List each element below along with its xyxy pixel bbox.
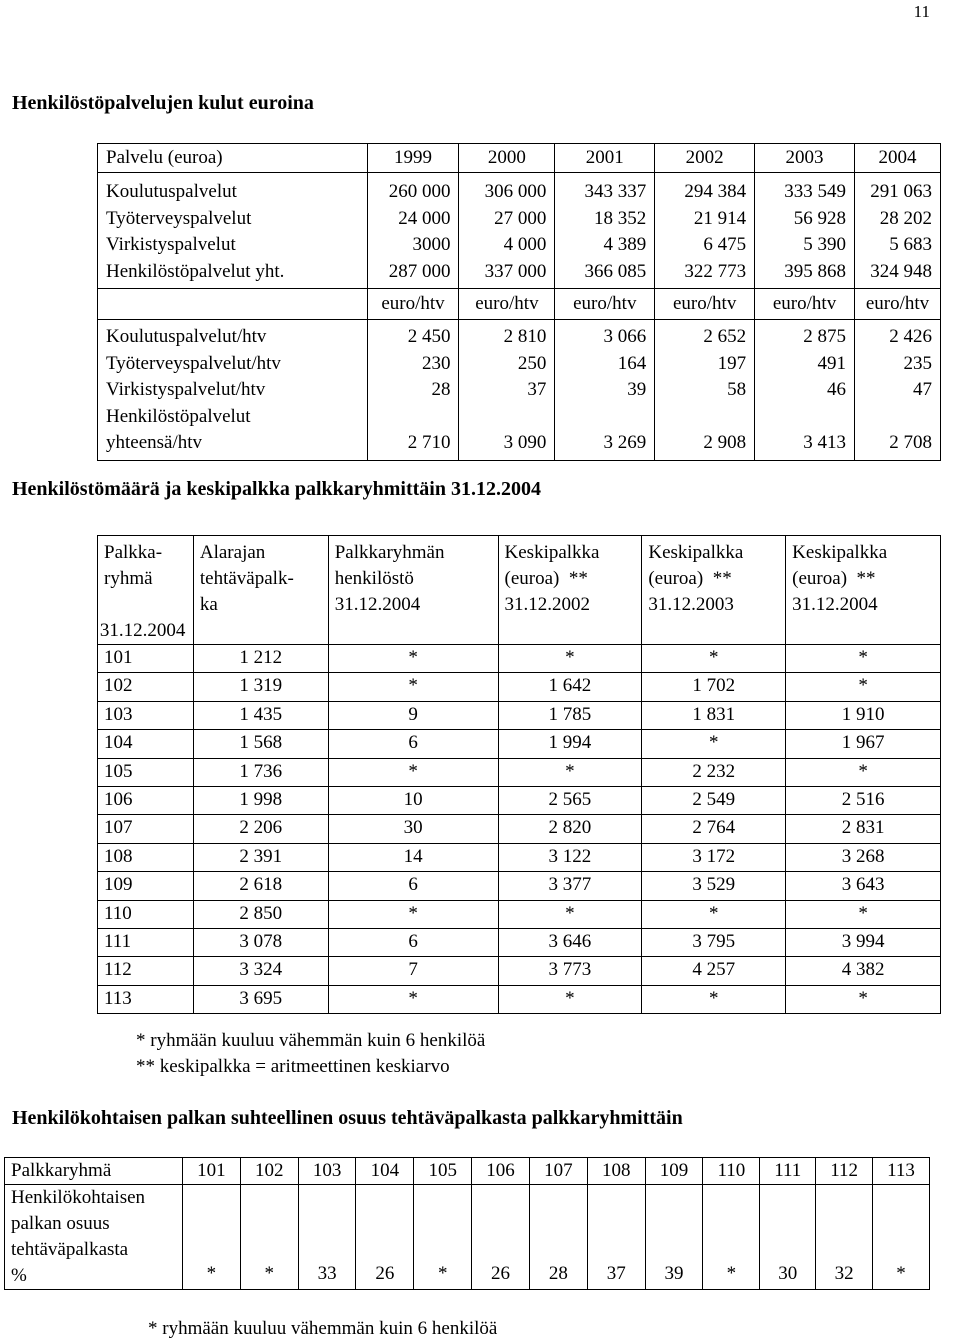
table-cell: * — [328, 645, 498, 673]
footnote-2: ** keskipalkka = aritmeettinen keskiarvo — [136, 1056, 450, 1077]
group-header-108: 108 — [587, 1158, 645, 1185]
value-108: 37 — [587, 1185, 645, 1290]
header-cell — [642, 536, 786, 645]
year-2003-column — [755, 320, 855, 461]
group-header-104: 104 — [356, 1158, 414, 1185]
cell: 3 066 — [603, 326, 647, 347]
group-header-107: 107 — [529, 1158, 587, 1185]
cell: 2 426 — [889, 326, 932, 347]
table-cell: 106 — [98, 786, 194, 814]
cell: 250 — [517, 352, 547, 374]
header-line: 31.12.2004 — [792, 594, 878, 615]
cell: 491 — [817, 352, 846, 374]
unit-cell — [98, 289, 368, 320]
header-cell — [328, 536, 498, 645]
header-line: (euroa) ** — [504, 568, 588, 589]
costs-group — [98, 173, 941, 289]
table-cell: 3 122 — [498, 843, 642, 871]
table-row — [98, 900, 941, 928]
header-line: (euroa) ** — [648, 568, 732, 589]
cell: 366 085 — [584, 260, 647, 282]
table-cell: 3 646 — [498, 928, 642, 956]
table-cell: 3 172 — [642, 843, 786, 871]
spacer — [663, 404, 746, 431]
unit-cell: euro/htv — [755, 289, 855, 320]
table-cell: 3 643 — [786, 872, 941, 900]
cell: 230 — [421, 352, 451, 374]
table-cell: 107 — [98, 815, 194, 843]
group-header-109: 109 — [645, 1158, 703, 1185]
table-cell: 111 — [98, 928, 194, 956]
table-header-row — [5, 1158, 930, 1185]
table-cell: * — [642, 900, 786, 928]
year-1999-column — [367, 173, 459, 289]
salary-groups-table — [97, 535, 941, 1014]
spacer — [467, 404, 546, 431]
table-cell: 102 — [98, 673, 194, 701]
table-cell: 1 702 — [642, 673, 786, 701]
header-cell: 2000 — [459, 144, 555, 173]
table-cell: 2 850 — [193, 900, 328, 928]
header-line: ka — [199, 594, 218, 615]
year-2004-column — [854, 173, 940, 289]
table-cell: 1 994 — [498, 730, 642, 758]
row-label: Koulutuspalvelut — [106, 181, 237, 202]
header-line: henkilöstö — [334, 568, 414, 589]
value-106: 26 — [472, 1185, 530, 1290]
table-cell: 2 820 — [498, 815, 642, 843]
cell: 58 — [727, 379, 747, 400]
cell: 164 — [617, 352, 647, 374]
table-cell: 1 967 — [786, 730, 941, 758]
value-cell-101 — [183, 1185, 241, 1290]
header-cell — [786, 536, 941, 645]
header-cell: 2002 — [655, 144, 755, 173]
cell: 260 000 — [388, 181, 451, 202]
cell: 18 352 — [593, 207, 647, 229]
table-cell: * — [328, 900, 498, 928]
table-cell: 9 — [328, 701, 498, 729]
value-104: 26 — [356, 1185, 414, 1290]
cell: 3 413 — [803, 432, 846, 453]
group-header-102: 102 — [240, 1158, 298, 1185]
unit-cell: euro/htv — [459, 289, 555, 320]
cell: 4 389 — [603, 234, 647, 255]
cell: 2 810 — [503, 326, 547, 347]
header-line: ryhmä — [104, 568, 153, 589]
header-line: Palkkaryhmän — [334, 542, 445, 563]
table-cell: * — [498, 985, 642, 1013]
header-line: Keskipalkka — [792, 542, 888, 563]
cell: 294 384 — [684, 181, 747, 202]
table-cell: 103 — [98, 701, 194, 729]
header-line: Keskipalkka — [648, 542, 744, 563]
table-cell: 1 319 — [193, 673, 328, 701]
table-cell: * — [786, 673, 941, 701]
table-row — [98, 786, 941, 814]
cell: 28 202 — [879, 207, 932, 229]
table-cell: 3 268 — [786, 843, 941, 871]
table-cell: 2 764 — [642, 815, 786, 843]
table-cell: 1 642 — [498, 673, 642, 701]
row-label-line: tehtäväpalkasta — [11, 1239, 129, 1260]
cell: 3 269 — [603, 432, 647, 453]
footnote-3: * ryhmään kuuluu vähemmän kuin 6 henkilöä — [148, 1318, 498, 1339]
table-cell: 10 — [328, 786, 498, 814]
row-label: Henkilöstöpalvelut — [106, 405, 251, 427]
table-cell: 105 — [98, 758, 194, 786]
value-107: 28 — [529, 1185, 587, 1290]
table-cell: 14 — [328, 843, 498, 871]
header-cell: 2003 — [755, 144, 855, 173]
group-header-112: 112 — [816, 1158, 873, 1185]
table-cell: * — [786, 985, 941, 1013]
table-row — [98, 673, 941, 701]
table-cell: 112 — [98, 957, 194, 985]
year-2000-column — [459, 320, 555, 461]
cell: 39 — [627, 379, 647, 400]
table-cell: * — [498, 645, 642, 673]
header-cell: 2001 — [555, 144, 655, 173]
header-line: 31.12.2002 — [504, 594, 591, 615]
table-cell: * — [328, 673, 498, 701]
table-row — [98, 815, 941, 843]
group-header-106: 106 — [472, 1158, 530, 1185]
unit-row — [98, 289, 941, 320]
table-cell: 110 — [98, 900, 194, 928]
cell: 37 — [527, 379, 547, 400]
table-row — [98, 928, 941, 956]
section1-title: Henkilöstöpalvelujen kulut euroina — [12, 92, 314, 114]
row-label: Henkilöstöpalvelut yht. — [106, 260, 285, 282]
unit-line — [11, 1263, 176, 1289]
cell: 3 090 — [503, 432, 547, 453]
row-label-line: palkan osuus — [11, 1213, 110, 1234]
cell: 395 868 — [784, 260, 846, 282]
cell: 2 652 — [703, 326, 747, 347]
table-header-row — [98, 536, 941, 645]
share-row — [5, 1185, 930, 1290]
table-cell: * — [642, 730, 786, 758]
table-cell: * — [642, 645, 786, 673]
table-cell: 2 232 — [642, 758, 786, 786]
row-label: Virkistyspalvelut/htv — [106, 379, 266, 400]
table-cell: * — [498, 758, 642, 786]
row-label-line: Henkilökohtaisen — [11, 1187, 146, 1208]
cell: 2 450 — [407, 326, 451, 347]
header-line: 31.12.2004 — [334, 594, 421, 615]
table-cell: 6 — [328, 730, 498, 758]
cell: 287 000 — [388, 260, 451, 282]
cell: 4 000 — [503, 234, 547, 255]
row-label: Koulutuspalvelut/htv — [106, 326, 267, 347]
table-cell: 3 377 — [498, 872, 642, 900]
cell: 333 549 — [784, 181, 846, 202]
table-header-row — [98, 144, 941, 173]
table-cell: 101 — [98, 645, 194, 673]
table-cell: * — [642, 985, 786, 1013]
value-103: 33 — [298, 1185, 356, 1290]
table-row — [98, 730, 941, 758]
year-2002-column — [655, 320, 755, 461]
table-cell: 104 — [98, 730, 194, 758]
section2-title: Henkilöstömäärä ja keskipalkka palkkaryhmittäin 31.12.2004 — [12, 478, 541, 500]
cell: 24 000 — [398, 207, 451, 229]
group-header-111: 111 — [760, 1158, 816, 1185]
cell: 46 — [826, 379, 846, 400]
cell: 2 710 — [407, 432, 451, 453]
unit-cell: euro/htv — [555, 289, 655, 320]
table-cell: 2 391 — [193, 843, 328, 871]
table-cell: 3 795 — [642, 928, 786, 956]
year-2001-column — [555, 320, 655, 461]
section3-title: Henkilökohtaisen palkan suhteellinen osuus tehtäväpalkasta palkkaryhmittäin — [12, 1107, 683, 1129]
cell: 2 875 — [803, 326, 846, 347]
spacer — [763, 404, 846, 431]
table-cell: 1 910 — [786, 701, 941, 729]
table-cell: 6 — [328, 928, 498, 956]
table-cell: 30 — [328, 815, 498, 843]
table-row — [98, 985, 941, 1013]
header-cell — [498, 536, 642, 645]
cell: 56 928 — [793, 207, 846, 229]
cell: 235 — [903, 352, 932, 374]
table-cell: 1 212 — [193, 645, 328, 673]
table-cell: 1 736 — [193, 758, 328, 786]
group-header-110: 110 — [703, 1158, 760, 1185]
value-111: 30 — [760, 1185, 816, 1290]
cell: 3000 — [412, 234, 451, 255]
table-cell: 1 785 — [498, 701, 642, 729]
table-cell: 1 831 — [642, 701, 786, 729]
table-cell: 2 831 — [786, 815, 941, 843]
table-row — [98, 701, 941, 729]
row-label: yhteensä/htv — [106, 432, 203, 453]
table-cell: 7 — [328, 957, 498, 985]
table-cell: 3 529 — [642, 872, 786, 900]
table-cell: 1 435 — [193, 701, 328, 729]
table-cell: 3 695 — [193, 985, 328, 1013]
footnote-1: * ryhmään kuuluu vähemmän kuin 6 henkilöä — [136, 1030, 486, 1051]
service-costs-table — [97, 143, 941, 461]
table-cell: 3 324 — [193, 957, 328, 985]
personal-share-table — [4, 1157, 930, 1290]
header-line: tehtäväpalk- — [199, 568, 294, 589]
year-2002-column — [655, 173, 755, 289]
table-row — [98, 758, 941, 786]
cell: 337 000 — [484, 260, 547, 282]
header-line: 31.12.2004 — [99, 620, 186, 641]
unit-cell: euro/htv — [655, 289, 755, 320]
value-102: * — [240, 1185, 298, 1290]
header-line: Palkka- — [104, 542, 163, 563]
table-cell: * — [786, 645, 941, 673]
table-cell: 3 078 — [193, 928, 328, 956]
page-number: 11 — [913, 2, 930, 21]
table-cell: 2 549 — [642, 786, 786, 814]
table-cell: * — [328, 758, 498, 786]
header-line: Keskipalkka — [504, 542, 600, 563]
cell: 21 914 — [693, 207, 747, 229]
table-cell: 1 568 — [193, 730, 328, 758]
row-label-cell — [5, 1185, 183, 1290]
table-row — [98, 843, 941, 871]
value-105: * — [414, 1185, 472, 1290]
cell: 324 948 — [870, 260, 932, 282]
cell: 197 — [717, 352, 747, 374]
year-2000-column — [459, 173, 555, 289]
cell: 343 337 — [584, 181, 647, 202]
table-cell: * — [498, 900, 642, 928]
row-labels — [98, 173, 368, 289]
table-cell: 2 516 — [786, 786, 941, 814]
header-line: (euroa) ** — [792, 568, 876, 589]
table-cell: * — [786, 758, 941, 786]
unit-cell: euro/htv — [367, 289, 459, 320]
per-htv-group — [98, 320, 941, 461]
header-line: 31.12.2003 — [648, 594, 734, 615]
unit-cell: euro/htv — [854, 289, 940, 320]
cell: 306 000 — [484, 181, 547, 202]
table-cell: * — [786, 900, 941, 928]
table-cell: 4 257 — [642, 957, 786, 985]
cell: 5 390 — [803, 234, 846, 255]
cell: 6 475 — [703, 234, 747, 255]
table-cell: 113 — [98, 985, 194, 1013]
row-labels — [98, 320, 368, 461]
table-row — [98, 872, 941, 900]
table-cell: 2 565 — [498, 786, 642, 814]
cell: 47 — [913, 379, 932, 400]
group-header-113: 113 — [873, 1158, 930, 1185]
table-cell: 109 — [98, 872, 194, 900]
table-row — [98, 645, 941, 673]
row-label: Virkistyspalvelut — [106, 234, 236, 255]
cell: 5 683 — [889, 234, 932, 255]
row-label: Työterveyspalvelut — [106, 207, 252, 229]
cell: 27 000 — [494, 207, 547, 229]
header-cell: Palvelu (euroa) — [98, 144, 368, 173]
year-2001-column — [555, 173, 655, 289]
table-cell: 6 — [328, 872, 498, 900]
table-cell: * — [328, 985, 498, 1013]
row-label: Työterveyspalvelut/htv — [106, 352, 281, 374]
table-cell: 4 382 — [786, 957, 941, 985]
table-row — [98, 957, 941, 985]
year-2003-column — [755, 173, 855, 289]
group-header-101: 101 — [183, 1158, 241, 1185]
spacer — [563, 404, 646, 431]
cell: 2 908 — [703, 432, 747, 453]
table-cell: 2 618 — [193, 872, 328, 900]
table-cell: 1 998 — [193, 786, 328, 814]
table-cell: 108 — [98, 843, 194, 871]
year-2004-column — [854, 320, 940, 461]
header-line: Alarajan — [199, 542, 266, 563]
table-cell: 3 994 — [786, 928, 941, 956]
group-header-103: 103 — [298, 1158, 356, 1185]
header-cell: Palkkaryhmä — [5, 1158, 183, 1185]
group-header-105: 105 — [414, 1158, 472, 1185]
header-cell: 1999 — [367, 144, 459, 173]
table-cell: 2 206 — [193, 815, 328, 843]
cell: 2 708 — [889, 432, 932, 453]
cell: 28 — [431, 379, 451, 400]
value-110: * — [703, 1185, 760, 1290]
cell: 291 063 — [870, 181, 932, 202]
header-cell: 2004 — [854, 144, 940, 173]
value-113: * — [873, 1185, 930, 1290]
cell: 322 773 — [684, 260, 747, 282]
percent-unit: % — [11, 1265, 27, 1286]
value-101: * — [206, 1263, 217, 1284]
salary-rows — [98, 645, 941, 1014]
value-109: 39 — [645, 1185, 703, 1290]
spacer — [376, 404, 451, 431]
value-112: 32 — [816, 1185, 873, 1290]
year-1999-column — [367, 320, 459, 461]
table-cell: 3 773 — [498, 957, 642, 985]
spacer — [863, 404, 932, 431]
